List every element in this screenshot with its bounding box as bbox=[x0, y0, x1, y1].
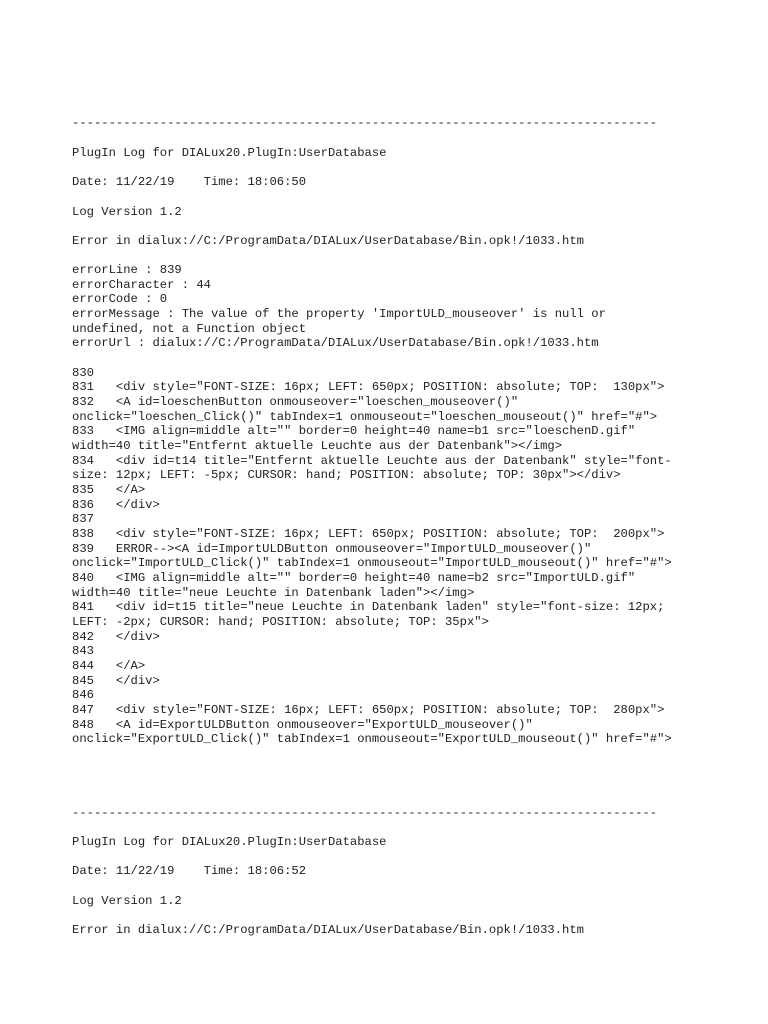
source-line: 840 <IMG align=middle alt="" border=0 height=40 name=b2 src="ImportULD.gif" bbox=[72, 571, 636, 585]
source-line: 838 <div style="FONT-SIZE: 16px; LEFT: 650px; POSITION: absolute; TOP: 200px"> bbox=[72, 527, 665, 541]
source-line: width=40 title="Entfernt aktuelle Leuchte aus der Datenbank"></img> bbox=[72, 439, 563, 453]
error-code: errorCode : 0 bbox=[72, 292, 168, 306]
source-line: 847 <div style="FONT-SIZE: 16px; LEFT: 650px; POSITION: absolute; TOP: 280px"> bbox=[72, 703, 665, 717]
source-line: 832 <A id=loeschenButton onmouseover="loeschen_mouseover()" bbox=[72, 395, 519, 409]
error-message: errorMessage : The value of the property 'ImportULD_mouseover' is null or bbox=[72, 307, 606, 321]
log-version: Log Version 1.2 bbox=[72, 205, 182, 219]
log-date-time: Date: 11/22/19 Time: 18:06:50 bbox=[72, 175, 307, 189]
log-header: PlugIn Log for DIALux20.PlugIn:UserDatabase bbox=[72, 146, 387, 160]
log-header: PlugIn Log for DIALux20.PlugIn:UserDatabase bbox=[72, 835, 387, 849]
source-line: 844 </A> bbox=[72, 659, 146, 673]
error-url: errorUrl : dialux://C:/ProgramData/DIALux/UserDatabase/Bin.opk!/1033.htm bbox=[72, 336, 599, 350]
log-version: Log Version 1.2 bbox=[72, 894, 182, 908]
error-message-continued: undefined, not a Function object bbox=[72, 322, 307, 336]
source-line: 842 </div> bbox=[72, 630, 160, 644]
source-line: LEFT: -2px; CURSOR: hand; POSITION: absolute; TOP: 35px"> bbox=[72, 615, 489, 629]
source-line: onclick="ImportULD_Click()" tabIndex=1 onmouseout="ImportULD_mouseout()" href="#"> bbox=[72, 556, 672, 570]
log-date-time: Date: 11/22/19 Time: 18:06:52 bbox=[72, 864, 307, 878]
source-line: onclick="ExportULD_Click()" tabIndex=1 onmouseout="ExportULD_mouseout()" href="#"> bbox=[72, 732, 672, 746]
separator-line: -------------------------------------------------------------------------------- bbox=[72, 116, 658, 130]
error-location: Error in dialux://C:/ProgramData/DIALux/UserDatabase/Bin.opk!/1033.htm bbox=[72, 923, 584, 937]
separator-line: -------------------------------------------------------------------------------- bbox=[72, 806, 658, 820]
source-line: 830 bbox=[72, 366, 94, 380]
source-line: 846 bbox=[72, 688, 94, 702]
source-line: 831 <div style="FONT-SIZE: 16px; LEFT: 650px; POSITION: absolute; TOP: 130px"> bbox=[72, 380, 665, 394]
source-line: width=40 title="neue Leuchte in Datenbank laden"></img> bbox=[72, 586, 475, 600]
source-line: 843 bbox=[72, 644, 94, 658]
error-character: errorCharacter : 44 bbox=[72, 278, 211, 292]
source-line: 841 <div id=t15 title="neue Leuchte in Datenbank laden" style="font-size: 12px; bbox=[72, 600, 665, 614]
error-location: Error in dialux://C:/ProgramData/DIALux/UserDatabase/Bin.opk!/1033.htm bbox=[72, 234, 584, 248]
source-line-error: 839 ERROR--><A id=ImportULDButton onmouseover="ImportULD_mouseover()" bbox=[72, 542, 592, 556]
source-line: 835 </A> bbox=[72, 483, 146, 497]
source-line: 834 <div id=t14 title="Entfernt aktuelle Leuchte aus der Datenbank" style="font- bbox=[72, 454, 672, 468]
source-line: 837 bbox=[72, 512, 94, 526]
error-line: errorLine : 839 bbox=[72, 263, 182, 277]
source-line: size: 12px; LEFT: -5px; CURSOR: hand; POSITION: absolute; TOP: 30px"></div> bbox=[72, 468, 621, 482]
source-line: 836 </div> bbox=[72, 498, 160, 512]
source-line: 848 <A id=ExportULDButton onmouseover="ExportULD_mouseover()" bbox=[72, 718, 533, 732]
source-line: onclick="loeschen_Click()" tabIndex=1 onmouseout="loeschen_mouseout()" href="#"> bbox=[72, 410, 658, 424]
source-line: 833 <IMG align=middle alt="" border=0 height=40 name=b1 src="loeschenD.gif" bbox=[72, 424, 636, 438]
source-line: 845 </div> bbox=[72, 674, 160, 688]
